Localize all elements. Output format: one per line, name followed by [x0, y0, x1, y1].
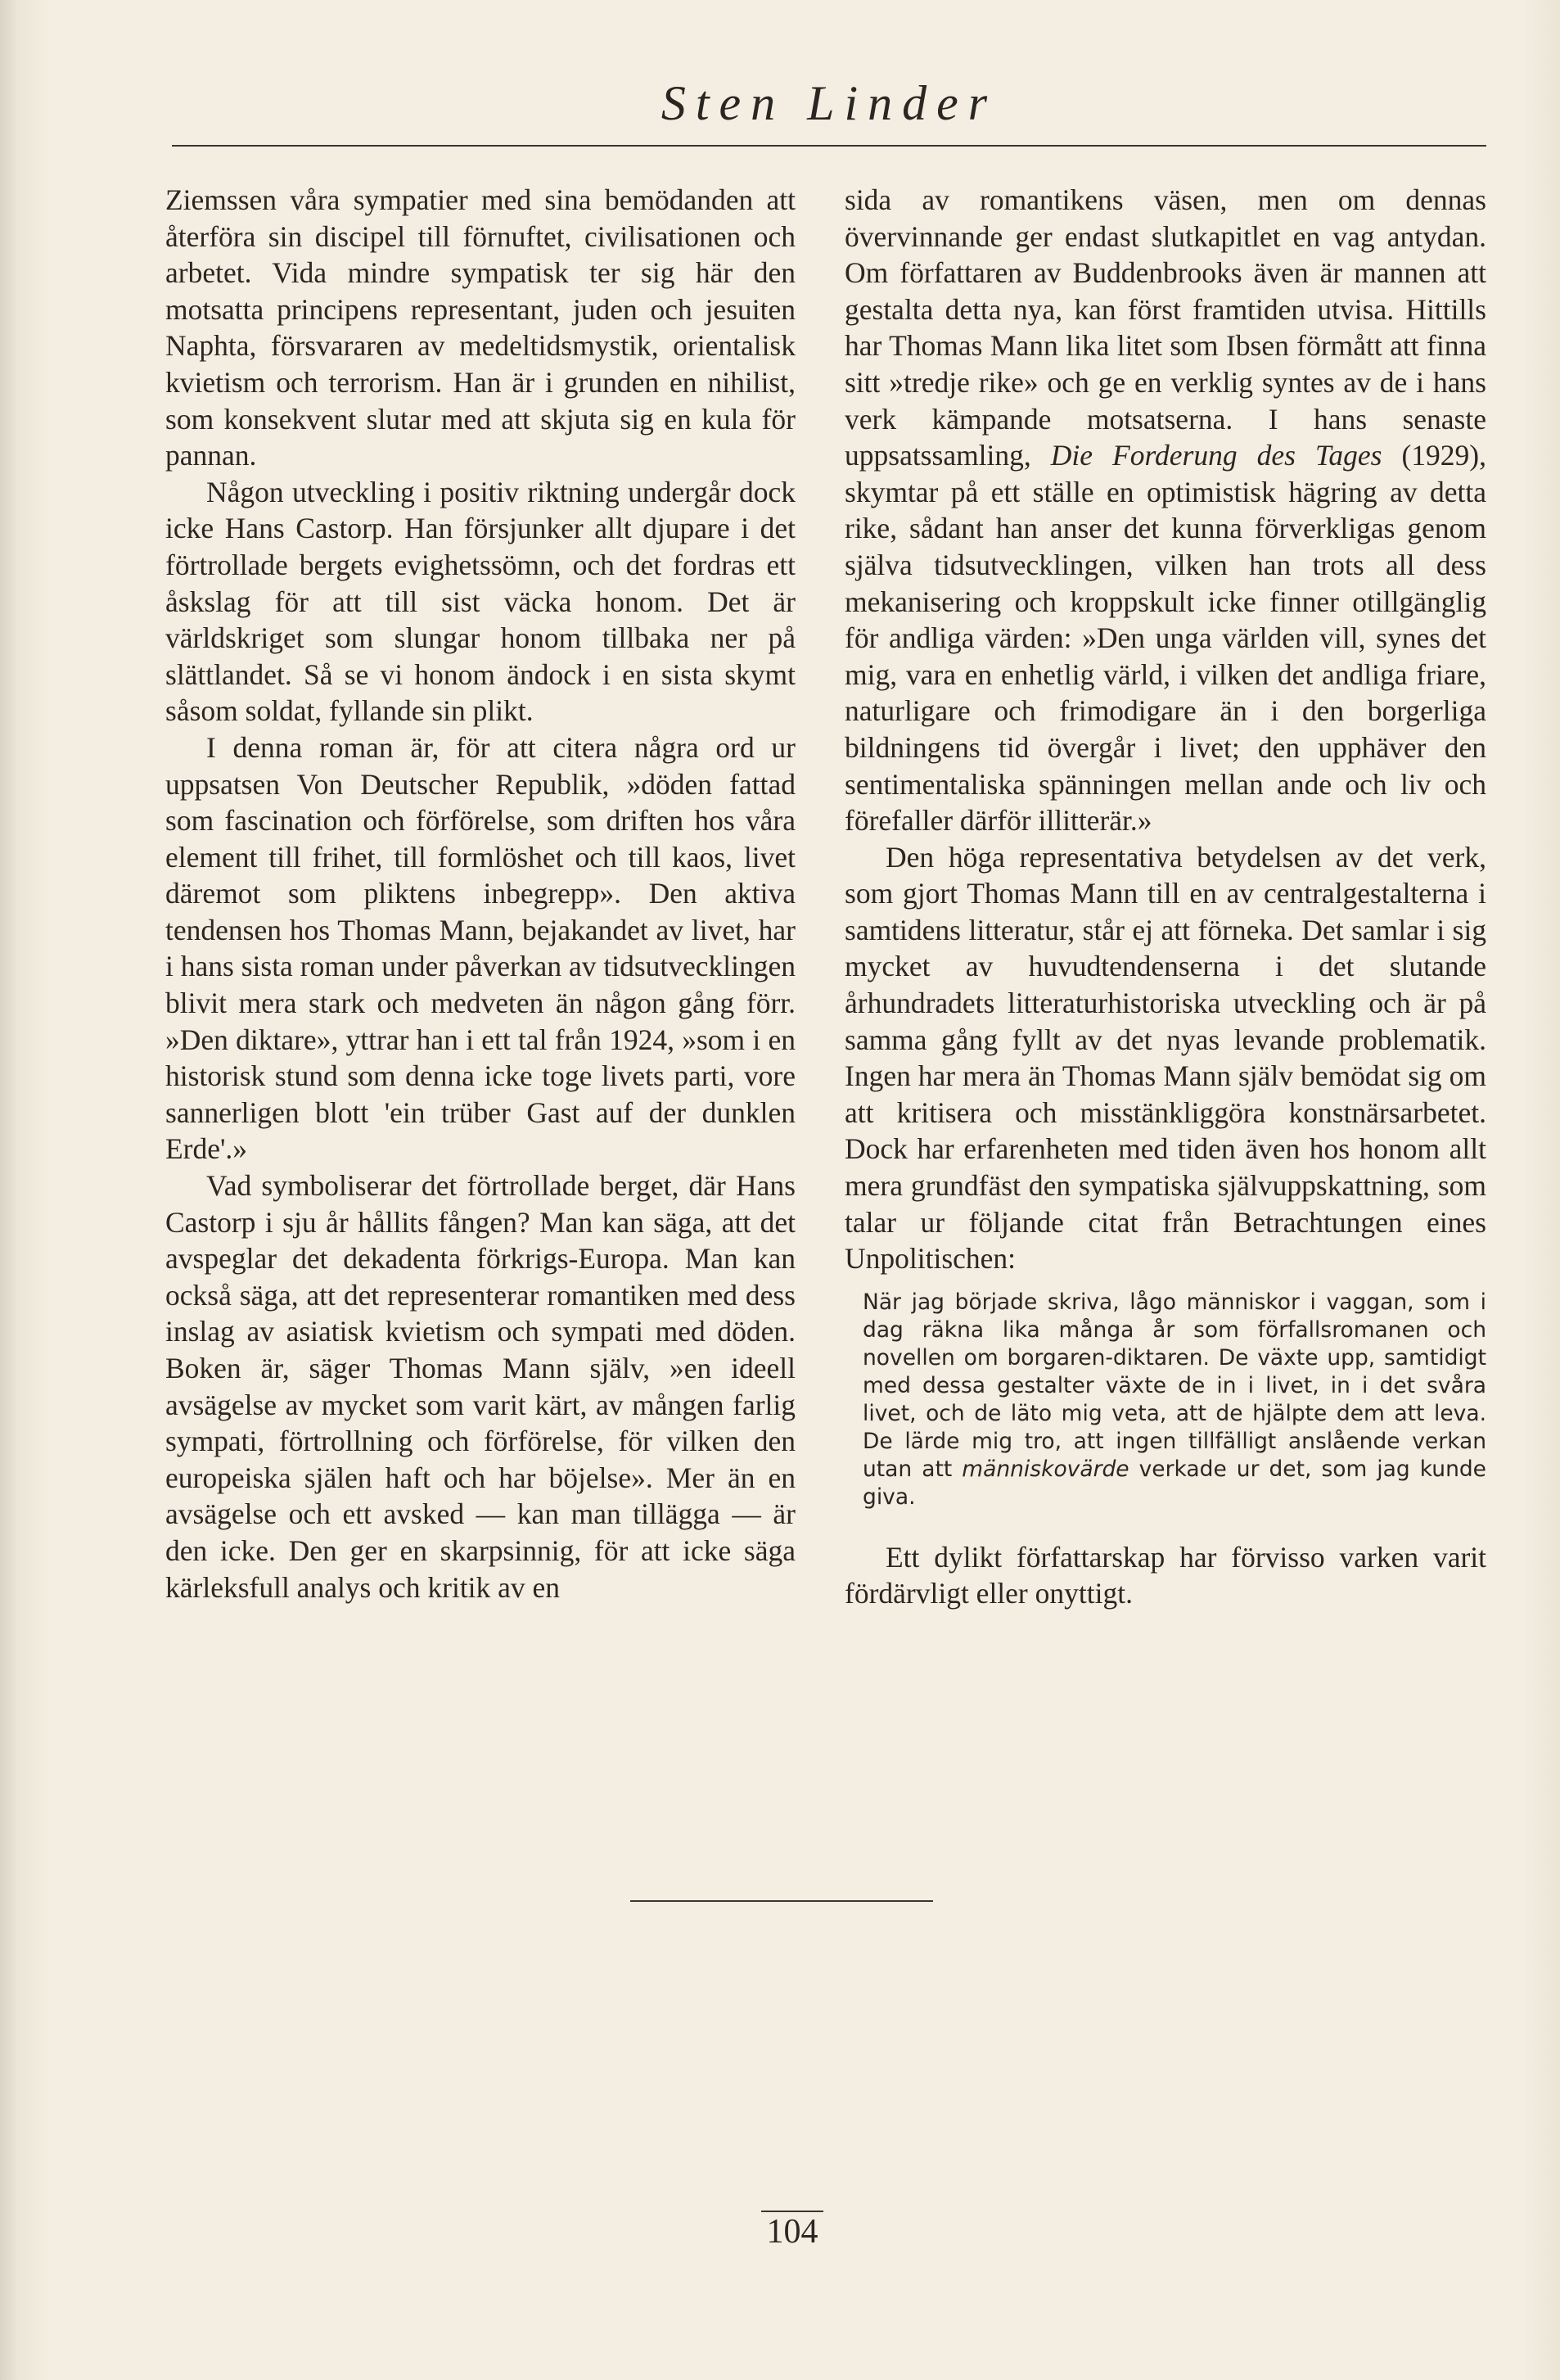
running-header — [172, 67, 1486, 147]
running-title: Sten Linder — [661, 76, 998, 130]
book-title: Die Forderung des Tages — [1050, 439, 1382, 472]
block-quote — [863, 1289, 1486, 1511]
paragraph: Vad symboliserar det förtrollade berget, där Hans Castorp i sju år hållits fången? Man kan säga, att det avspeglar det dekadenta förkrigs-Europa. Man kan också säga, att det representerar romantiken med dess inslag av asiatisk kvietism och sympati med döden. Boken är, säger Thomas Mann själv, »en ideell avsägelse av mycket som varit kärt, av mången farlig sympati, förtrollning och förförelse, för vilken den europeiska själen haft och har böjelse». Mer än en avsägelse och ett avsked — kan man tillägga — är den icke. Den ger en skarpsinnig, för att icke säga kärleksfull analys och kritik av en — [165, 1169, 796, 1604]
text-run: När jag började skriva, lågo människor i vaggan, som i dag räkna lika många år som förfallsromanen och novellen om borgaren-diktaren. De växte upp, samtidigt med dessa gestalter växte de in i livet, in i det svåra livet, och de läto mig veta, att de hjälpte dem att leva. De lärde mig tro, att ingen tillfälligt anslående verkan utan att — [863, 1289, 1486, 1482]
closing-paragraph: Ett dylikt författarskap har förvisso varken varit fördärvligt eller onyttigt. — [845, 1540, 1486, 1610]
paragraph — [845, 182, 1486, 839]
text-run: verkade ur det, som jag kunde giva. — [863, 1456, 1486, 1510]
paragraph: Ziemssen våra sympatier med sina bemödanden att återföra sin discipel till förnuftet, civilisationen och arbetet. Vida mindre sympatisk ter sig här den motsatta principens representant, juden och jesuiten Naphta, försvararen av medeltidsmystik, orientalisk kvietism och terrorism. Han är i grunden en nihilist, som konsekvent slutar med att skjuta sig en kula för pannan. — [165, 183, 796, 472]
right-column — [845, 182, 1486, 1612]
text-run: (1929), skymtar på ett ställe en optimistisk hägring av detta rike, sådant han anser det kunna förverkligas genom själva tidsutvecklingen, vilken han trots all dess mekanisering och kroppskult icke finner otillgänglig för andliga värden: »Den unga världen vill, synes det mig, vara en enhetlig värld, i vilken det andliga friare, naturligare och frimodigare än i den borgerliga bildningens tid övergår i livet; den upphäver den sentimentaliska spänningen mellan ande och liv och förefaller därför illitterär.» — [845, 439, 1486, 838]
paragraph: I denna roman är, för att citera några ord ur uppsatsen Von Deutscher Republik, »döden fattad som fascination och förförelse, som driften hos våra element till frihet, till formlöshet och till kaos, livet däremot som pliktens inbegrepp». Den aktiva tendensen hos Thomas Mann, bejakandet av livet, har i hans sista roman under påverkan av tidsutvecklingen blivit mera stark och medveten än någon gång förr. »Den diktare», yttrar han i ett tal från 1924, »som i en historisk stund som denna icke toge livets parti, vore sannerligen blott 'ein trüber Gast auf der dunklen Erde'.» — [165, 730, 796, 1166]
text-run: sida av romantikens väsen, men om dennas övervinnande ger endast slutkapitlet en vag antydan. Om författaren av Buddenbrooks även är mannen att gestalta detta nya, kan först framtiden utvisa. Hittills har Thomas Mann lika litet som Ibsen förmått att finna sitt »tredje rike» och ge en verklig syntes av de i hans verk kämpande motsatserna. I hans senaste uppsatssamling, — [845, 183, 1486, 472]
page-number: 104 — [766, 2213, 818, 2251]
paragraph: Den höga representativa betydelsen av det verk, som gjort Thomas Mann till en av centralgestalterna i samtidens litteratur, står ej att förneka. Det samlar i sig mycket av huvudtendenserna i det slutande århundradets litteraturhistoriska utveckling och är på samma gång fyllt av det nyas levande problematik. Ingen har mera än Thomas Mann själv bemödat sig om att kritisera och misstänkliggöra konstnärsarbetet. Dock har erfarenheten med tiden även hos honom allt mera grundfäst den sympatiska självuppskattning, som talar ur följande citat från Betrachtungen eines Unpolitischen: — [845, 840, 1486, 1276]
paragraph: Någon utveckling i positiv riktning undergår dock icke Hans Castorp. Han försjunker allt djupare i det förtrollade bergets evighetssömn, och det fordras ett åskslag för att till sist väcka honom. Det är världskriget som slungar honom tillbaka ner på slättlandet. Så se vi honom ändock i en sista skymt såsom soldat, fyllande sin plikt. — [165, 475, 796, 728]
end-rule — [630, 1900, 933, 1902]
emphasis: människovärde — [962, 1456, 1129, 1482]
left-column — [165, 182, 796, 1605]
